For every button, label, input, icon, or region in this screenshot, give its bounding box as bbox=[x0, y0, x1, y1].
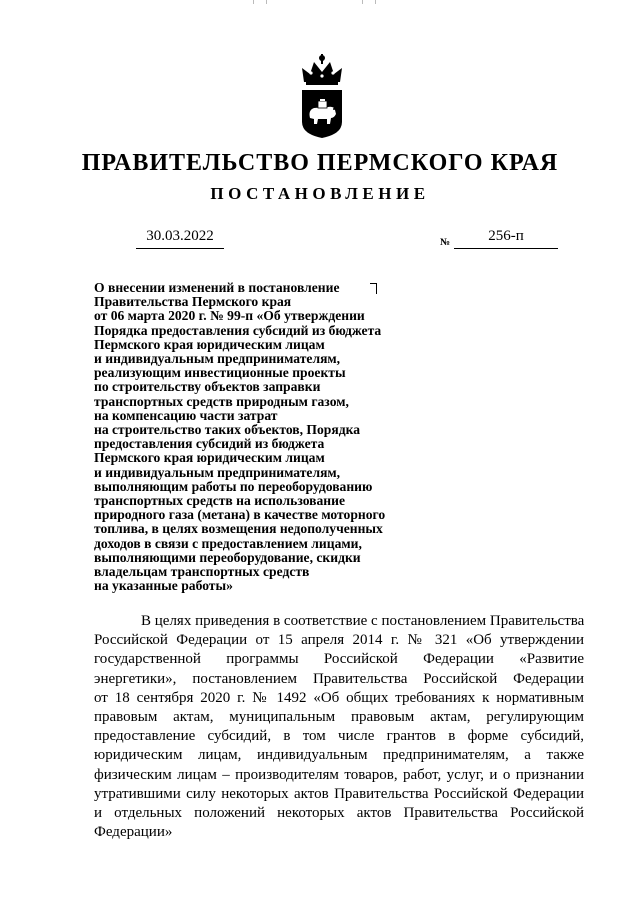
body-line: Российской Федерации от 15 апреля 2014 г. № 321 «Об утверждении bbox=[94, 632, 584, 649]
preamble-paragraph bbox=[94, 612, 584, 842]
body-line: государственной программы Российской Федерации «Развитие bbox=[94, 651, 584, 668]
subject-line: Порядка предоставления субсидий из бюджета bbox=[94, 322, 382, 338]
subject-line: владельцам транспортных средств bbox=[94, 564, 310, 580]
subject-line: на строительство таких объектов, Порядка bbox=[94, 422, 361, 438]
subject-line: выполняющими переоборудование, скидки bbox=[94, 549, 361, 565]
subject-line: на указанные работы» bbox=[94, 578, 233, 594]
subject-line: О внесении изменений в постановление bbox=[94, 280, 340, 295]
subject-line: природного газа (метана) в качестве моторного bbox=[94, 507, 386, 523]
document-type: ПОСТАНОВЛЕНИЕ bbox=[210, 184, 430, 203]
document-date: 30.03.2022 bbox=[146, 228, 214, 244]
subject-line: на компенсацию части затрат bbox=[94, 407, 278, 423]
subject-line: реализующим инвестиционные проекты bbox=[94, 365, 346, 381]
body-line: предоставление субсидий, в том числе грантов в форме субсидий, bbox=[94, 728, 584, 745]
subject-line: транспортных средств природным газом, bbox=[94, 393, 349, 409]
subject-line: топлива, в целях возмещения недополученных bbox=[94, 521, 383, 537]
body-line: физическим лицам – производителям товаров, работ, услуг, и о признании bbox=[94, 766, 584, 783]
document-number: 256-п bbox=[488, 228, 524, 244]
subject-line: доходов в связи с предоставлением лицами, bbox=[94, 535, 362, 551]
government-title: ПРАВИТЕЛЬСТВО ПЕРМСКОГО КРАЯ bbox=[81, 150, 559, 176]
subject-line: транспортных средств на использование bbox=[94, 493, 346, 509]
subject-line: от 06 марта 2020 г. № 99-п «Об утверждении bbox=[94, 308, 365, 324]
body-line: юридическим лицам, индивидуальным предпринимателям, а также bbox=[94, 747, 584, 764]
subject-line: Правительства Пермского края bbox=[94, 294, 292, 310]
scan-top-mark-right bbox=[362, 0, 376, 4]
subject-line: предоставления субсидий из бюджета bbox=[94, 436, 325, 452]
body-line: энергетики», постановлением Правительства Российской Федерации bbox=[94, 670, 584, 687]
perm-coat-of-arms-icon bbox=[298, 52, 346, 140]
number-underline bbox=[454, 248, 558, 249]
document-subject bbox=[94, 281, 434, 593]
body-line: правовым актам, муниципальным правовым актам, регулирующим bbox=[94, 709, 584, 726]
subject-line: и индивидуальным предпринимателям, bbox=[94, 464, 341, 480]
body-line: Федерации» bbox=[94, 824, 173, 841]
subject-line: Пермского края юридическим лицам bbox=[94, 450, 325, 466]
body-line: и отдельных положений некоторых актов Правительства Российской bbox=[94, 805, 584, 822]
body-line: утратившими силу некоторых актов Правительства Российской Федерации bbox=[94, 785, 584, 802]
subject-line: по строительству объектов заправки bbox=[94, 379, 321, 395]
subject-line: выполняющим работы по переоборудованию bbox=[94, 478, 373, 494]
body-line: В целях приведения в соответствие с постановлением Правительства bbox=[141, 613, 585, 629]
number-label: № bbox=[440, 237, 451, 248]
body-line: от 18 сентября 2020 г. № 1492 «Об общих требованиях к нормативным bbox=[94, 689, 584, 706]
scan-top-mark-left bbox=[253, 0, 267, 4]
subject-line: и индивидуальным предпринимателям, bbox=[94, 351, 341, 367]
date-underline bbox=[136, 248, 224, 249]
subject-line: Пермского края юридическим лицам bbox=[94, 336, 325, 352]
